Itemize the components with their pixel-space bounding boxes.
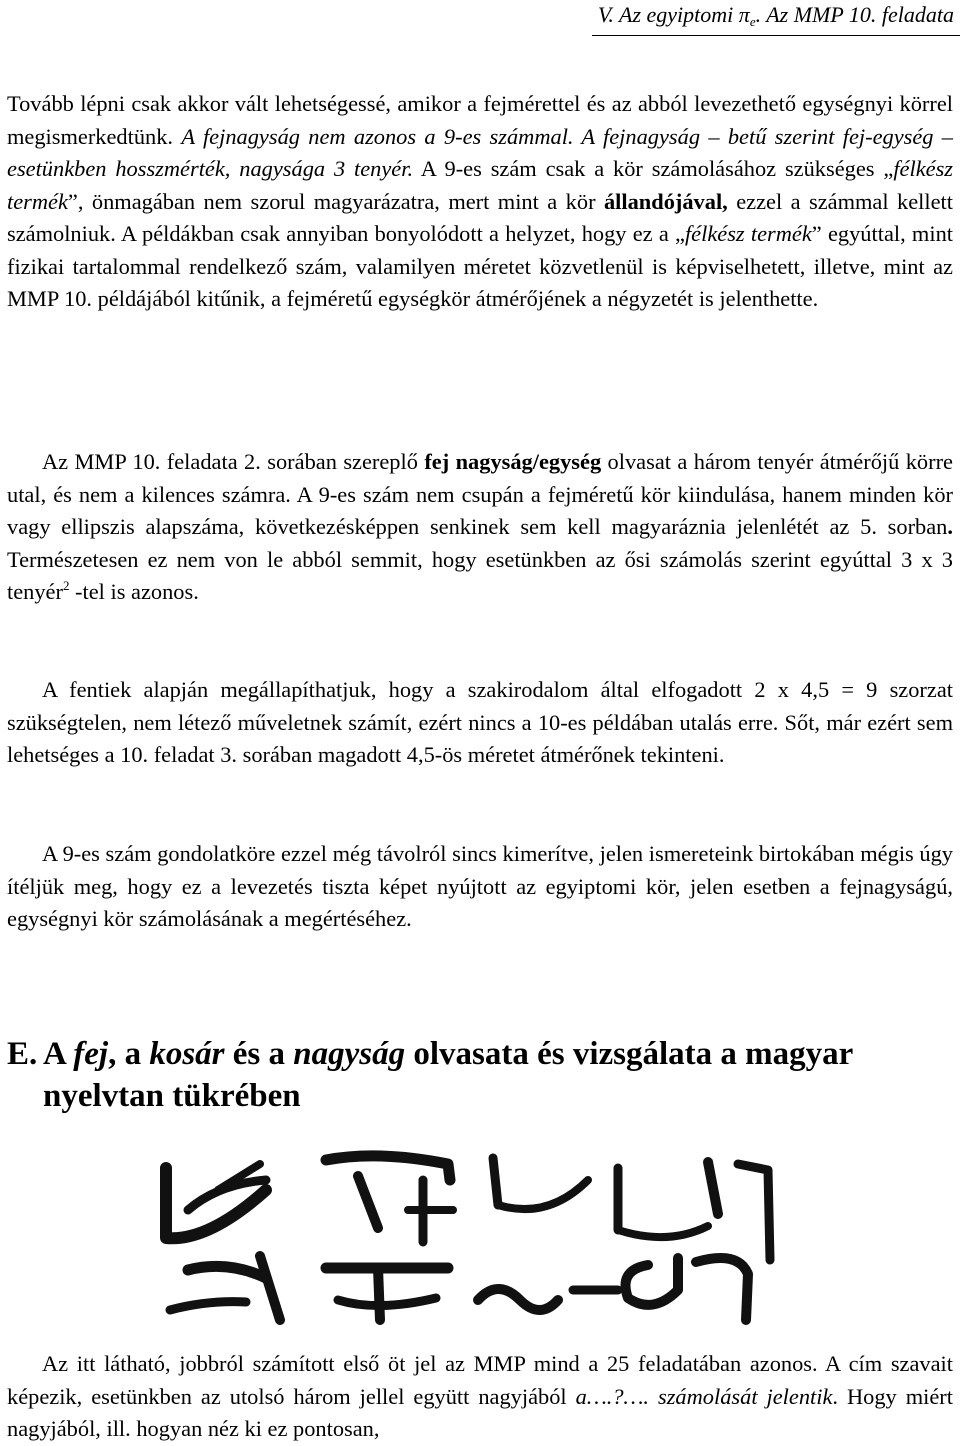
section-heading	[7, 1033, 953, 1117]
p5-text-b: . Hogy miért nagyjából, ill. hogyan néz ki ez pontosan,	[7, 1383, 953, 1441]
paragraph-1	[7, 88, 953, 316]
p1-italic-term-2: félkész termék	[684, 221, 812, 246]
paragraph-2	[7, 446, 953, 609]
p1-sentence-1: Tovább lépni csak akkor vált lehetségessé, amikor a fejmérettel és az abból levezethető egységnyi körrel megismerkedtünk.	[7, 91, 953, 149]
header-prefix: V. Az egyiptomi	[597, 2, 739, 27]
pi-symbol: π	[738, 2, 750, 27]
p1-italic-term-1: félkész termék	[7, 156, 953, 214]
p2-superscript: 2	[62, 578, 70, 593]
header-suffix: . Az MMP 10. feladata	[755, 2, 954, 27]
heading-text-2: , a	[108, 1036, 150, 1072]
hieratic-signs-image	[148, 1150, 784, 1328]
heading-text-4: olvasata és vizsgálata a magyar	[405, 1036, 854, 1072]
p2-bold-dot: .	[947, 514, 953, 539]
p4-text: A 9-es szám gondolatköre ezzel még távolról sincs kimerítve, jelen ismereteink birtokában mégis úgy ítéljük meg, hogy ez a levezetés tiszta képet nyújtott az egyiptomi kör, jelen esetben a fejnagyságú, egységnyi kör számolásának a megértéséhez.	[7, 841, 953, 931]
heading-italic-fej: fej	[73, 1036, 109, 1072]
heading-text-3: és a	[224, 1036, 294, 1072]
heading-italic-nagysag: nagyság	[293, 1036, 406, 1072]
header-rule	[592, 35, 960, 36]
p1-text-c: ezzel a számmal kellett számolniuk. A példákban csak annyiban bonyolódott a helyzet, hogy ez a „	[7, 188, 953, 246]
pi-subscript: e	[749, 14, 756, 29]
p1-text-d: ” egyúttal, mint fizikai tartalommal rendelkező szám, valamilyen méretet közvetlenül is képviselhetett, illetve, mint az MMP 10. példájából kitűnik, a fejméretű egységkör átmérőjének a négyzetét is jelenthette.	[7, 221, 953, 311]
p2-bold-term: fej nagyság/egység	[424, 449, 602, 474]
paragraph-3	[7, 674, 953, 772]
paragraph-5	[7, 1348, 953, 1446]
p1-text-a: A 9-es szám csak a kör számolásához szükséges „	[413, 156, 894, 181]
p2-text-b: olvasat a három tenyér átmérőjű körre utal, és nem a kilences számra. A 9-es szám nem csupán a fejméretű kör kiindulása, hanem minden kör vagy ellipszis alapszáma, következésképpen senkinek sem kell magyaráznia jelenlétét az 5. sorban	[7, 449, 953, 539]
p2-text-d: -tel is azonos.	[69, 579, 199, 604]
p1-text-b: ”, önmagában nem szorul magyarázatra, mert mint a kör	[67, 188, 604, 214]
running-header	[598, 2, 954, 30]
p1-bold-term: állandójával,	[603, 188, 728, 214]
heading-italic-kosar: kosár	[149, 1036, 225, 1072]
p5-text-a: Az itt látható, jobbról számított első öt jel az MMP mind a 25 feladatában azonos. A cím szavait képezik, esetünkben az utolsó három jellel együtt nagyjából	[7, 1351, 953, 1409]
p5-italic: a….?…. számolását jelentik	[575, 1383, 833, 1409]
p1-italic-sentence: A fejnagyság nem azonos a 9-es számmal. A fejnagyság – betű szerint fej-egység – esetünkben hosszmérték, nagysága 3 tenyér.	[7, 123, 953, 181]
p2-text-a: Az MMP 10. feladata 2. sorában szereplő	[42, 449, 425, 474]
p3-text: A fentiek alapján megállapíthatjuk, hogy a szakirodalom által elfogadott 2 x 4,5 = 9 szorzat szükségtelen, nem létező műveletnek számít, ezért nincs a 10-es példában utalás erre. Sőt, már ezért sem lehetséges a 10. feladat 3. sorában magadott 4,5-ös méretet átmérőnek tekinteni.	[7, 677, 953, 767]
heading-text-1: A	[43, 1036, 74, 1072]
p2-text-c: Természetesen ez nem von le abból semmit, hogy esetünkben az ősi számolás szerint egyúttal 3 x 3 tenyér	[7, 546, 953, 604]
paragraph-4	[7, 838, 953, 936]
heading-line-2: nyelvtan tükrében	[43, 1078, 301, 1114]
section-number: E.	[7, 1036, 38, 1072]
